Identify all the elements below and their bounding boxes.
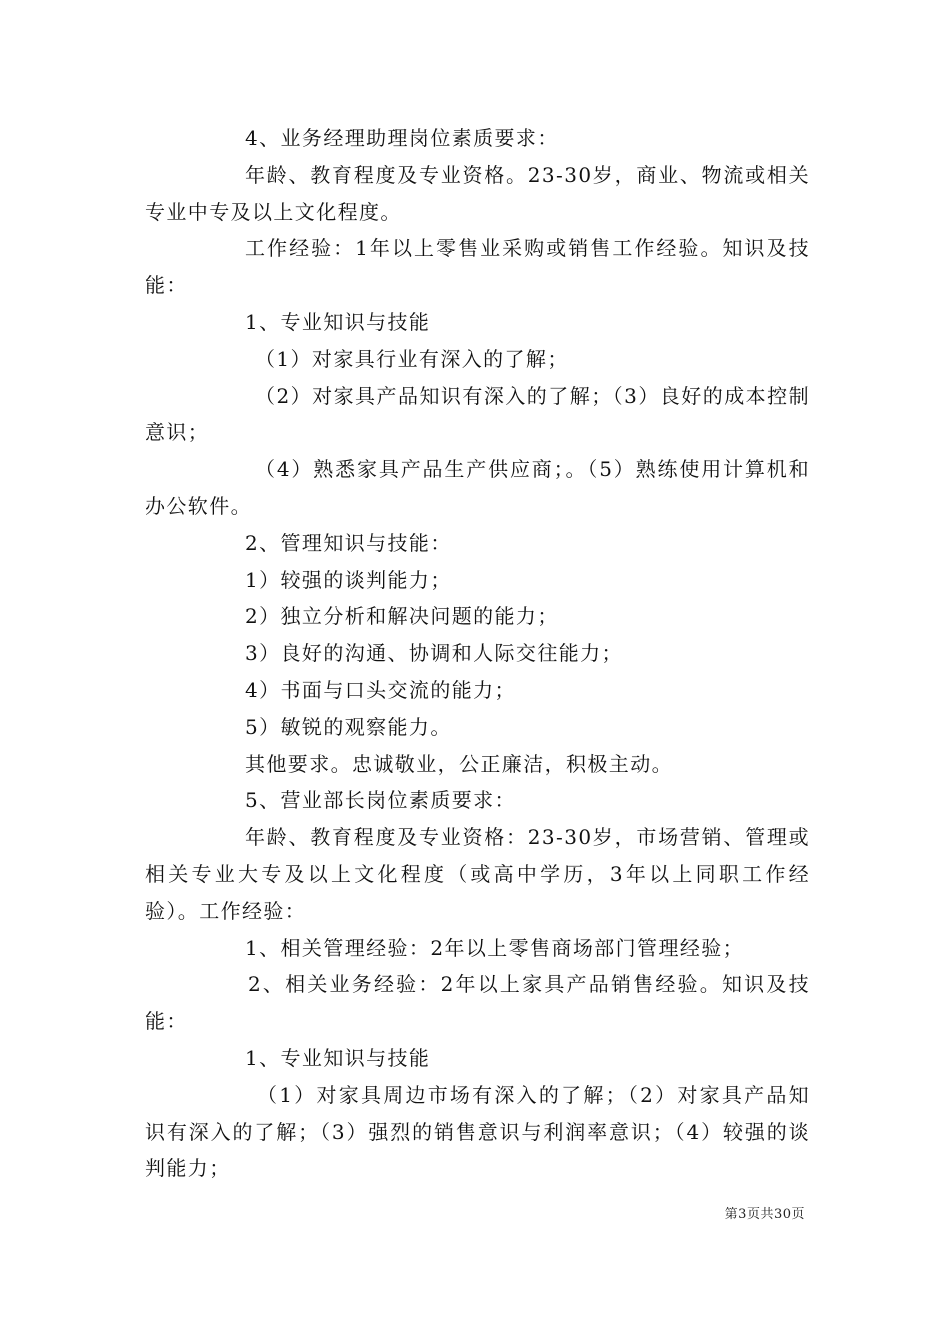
list-item: 5）敏锐的观察能力。 xyxy=(245,714,452,739)
list-item: （4）熟悉家具产品生产供应商；。（5）熟练使用计算机和办公软件。 xyxy=(145,457,810,518)
document-body xyxy=(145,120,810,1187)
paragraph-age-education: 年龄、教育程度及专业资格。23-30岁，商业、物流或相关专业中专及以上文化程度。 xyxy=(145,162,810,224)
subheading-management-skills: 2、管理知识与技能： xyxy=(245,530,452,555)
heading-sales-department-head: 5、营业部长岗位素质要求： xyxy=(245,788,516,813)
list-item: （2）对家具产品知识有深入的了解；（3）良好的成本控制意识； xyxy=(145,383,810,445)
list-item: （1）对家具周边市场有深入的了解；（2）对家具产品知识有深入的了解；（3）强烈的销售意识与利润率意识；（4）较强的谈判能力； xyxy=(145,1082,810,1181)
paragraph-work-experience: 工作经验：1年以上零售业采购或销售工作经验。知识及技能： xyxy=(145,236,810,298)
paragraph-business-experience: 2、相关业务经验：2年以上家具产品销售经验。知识及技能： xyxy=(145,972,810,1034)
subheading-professional-skills: 1、专业知识与技能 xyxy=(245,309,431,334)
paragraph-management-experience: 1、相关管理经验：2年以上零售商场部门管理经验； xyxy=(245,935,745,960)
list-item: （1）对家具行业有深入的了解； xyxy=(255,346,569,371)
paragraph-age-education: 年龄、教育程度及专业资格：23-30岁，市场营销、管理或相关专业大专及以上文化程度（或高中学历，3年以上同职工作经验）。工作经验： xyxy=(145,825,810,923)
page-number: 第3页共30页 xyxy=(724,1207,805,1222)
list-item: 1）较强的谈判能力； xyxy=(245,567,452,592)
heading-assistant-manager: 4、业务经理助理岗位素质要求： xyxy=(245,126,559,150)
list-item: 3）良好的沟通、协调和人际交往能力； xyxy=(245,641,623,666)
list-item: 4）书面与口头交流的能力； xyxy=(245,677,516,702)
list-item: 2）独立分析和解决问题的能力； xyxy=(245,604,559,629)
paragraph-other-requirements: 其他要求。忠诚敬业，公正廉洁，积极主动。 xyxy=(245,751,673,776)
subheading-professional-skills: 1、专业知识与技能 xyxy=(245,1045,431,1070)
